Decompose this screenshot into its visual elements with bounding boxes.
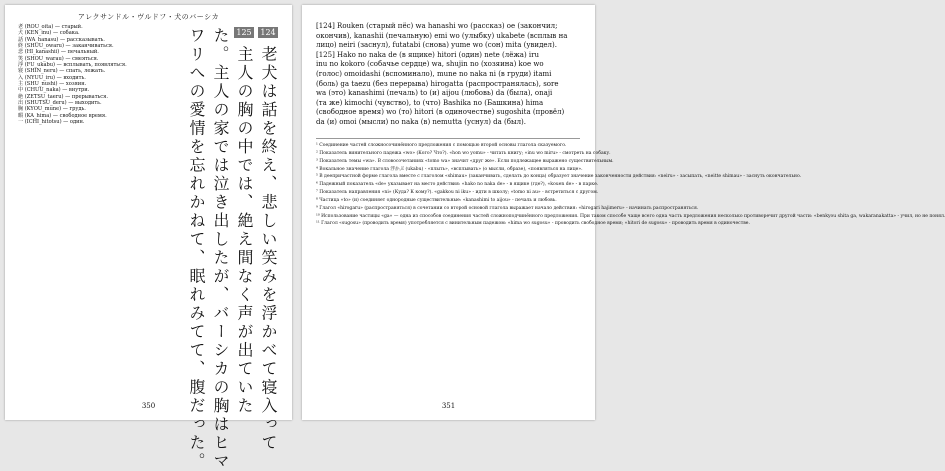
footnote: ¹ Соединение частей сложносочинённого предложения с помощью второй основы глагола сказуемого. [316,143,567,148]
vertical-line-text: 主人の胸の中では、絶え間なく声が出ていた [235,45,254,416]
transliteration-line: inu no kokoro (собачье сердце) wa, shujin no (хозяина) koe wo [316,60,544,69]
transliteration-line: da (и) omoi (мысли) no naka (в) nemutta (уснул) da (был). [316,117,526,126]
footnote: ⁷ Показатель направления «ni» (Куда? К кому?). «gakkou ni iku» - идти в школу; «tomo ni au» - встретиться с другом. [316,190,599,196]
vertical-line-text: た。主人の家では泣き出したが、バーシカの胸はヒマ [211,27,230,471]
glossary-entry: 一 (ICHI_hitotsu) — один. [18,119,85,126]
transliteration-line: (голос) omoidashi (вспоминало), mune no naka ni (в груди) itami [316,69,552,78]
glossary-entry: 悲 (HI_kanashii) — печальный. [18,49,99,56]
kanji-glossary [18,24,138,126]
glossary-entry: 寝 (SHIN_neru) — спать, лежать. [18,68,106,75]
vertical-text-line [258,27,278,453]
vertical-line-text: 老犬は話を終え、悲しい笑みを浮かべて寝入って [259,45,278,453]
transliteration-line: окончив), kanashii (печальную) emi wo (улыбку) ukabete (всплыв на [316,31,568,40]
transliteration-line: [124] Rouken (старый пёс) wa hanashi wo (рассказ) oe (закончил; [316,22,558,30]
transliteration-text [316,22,580,128]
glossary-entry: 暇 (KA_hima) — свободное время. [18,112,107,119]
footnote: ⁸ Частица «to» (и) соединяет однородные существительные: «kanashimi to aijou» - печаль и любовь. [316,197,557,203]
glossary-entry: 絶 (ZETSU_taeru) — прерываться. [18,93,108,100]
glossary-entry: 終 (SHUU_owaru) — заканчиваться. [18,43,114,50]
page-number: 350 [141,402,156,410]
footnote: ⁵ В деепричастной форме глагола вместе с глаголом «shimau» (заканчивать, сделать до конца) образует значение законченности действия: «neiru» - засыпать, «neitte shimau» - заснуть окончательно. [316,174,802,180]
footnote: ¹¹ Глагол «sugosu» (проводить время) употребляется с винительным падежом: «hima wo sugosu» - проводить свободное время; «hitori de sugosu» - проводить время в одиночестве. [316,221,750,227]
footnote: ⁴ Вокальное значение глагола 浮かぶ (ukabu) - «плыть», «всплывать» (о мысли, образе), «появляться на лице». [316,166,583,172]
footnote-divider [316,138,580,139]
glossary-entry: 犬 (KEN_inu) — собака. [18,30,80,37]
glossary-entry: 入 (NYUU_iru) — входить. [18,74,86,81]
footnote: ⁹ Глагол «hirogaru» (распространяться) в сочетании со второй основой глагола выражает начало действия: «hirogari hajimeru» - начинать распространяться. [316,205,699,211]
running-head: アレクサンドル・ヴルドフ・犬のバーシカ [77,13,220,21]
transliteration-line: лицо) neiri (заснул), futatabi (снова) yume wo (сон) mita (увидел). [316,41,557,50]
vertical-text-line [234,27,254,416]
right-page [302,5,945,420]
vertical-line-text: ワリへの愛情を忘れかねて、眠れみてて、腹だった。 [187,27,206,471]
left-page [5,5,292,471]
footnote: ³ Показатель темы «wa». В словосочетаниях «tomo wa» значит «друг же». Если подлежащее выражено существительным. [316,158,614,164]
transliteration-line: wa (это) kanashimi (печаль) to (и) aijou (любовь) da (была), onaji [316,89,553,98]
footnote: ² Показатель винительного падежа «wo» (Кого? Что?). «hon wo yomu» - читать книгу; «inu wo miru» - смотреть на собаку. [316,150,611,156]
glossary-entry: 笑 (SHOU_warau) — смеяться. [18,55,99,62]
glossary-entry: 老 (ROU_oita) — старый. [18,24,83,30]
page-number: 351 [441,402,456,410]
transliteration-line: (та же) kimochi (чувство), to (что) Bashika no (Башкина) hima [316,98,544,107]
paragraph-marker: 124 [260,28,276,37]
glossary-entry: 出 (SHUTSU_deru) — выходить. [18,100,102,107]
glossary-entry: 主 (SHU_nushi) — хозяин. [18,81,87,88]
footnote: ⁶ Падежный показатель «de» указывает на место действия: «hako no naka de» - в ящике (где?), «kouen de» - в парке. [316,182,599,188]
glossary-entry: 胸 (KYOU_mune) — грудь. [18,106,86,113]
vertical-text-line [210,27,230,471]
footnotes [316,143,945,229]
paragraph-marker: 125 [236,28,252,37]
glossary-entry: 話 (WA_hanasu) — рассказывать. [18,36,105,43]
glossary-entry: 浮 (FU_ukabu) — всплывать, появляться. [18,62,127,69]
transliteration-line: (боль) ga taezu (без перерыва) hirogatta (распространялась), sore [316,79,559,88]
transliteration-line: [125] Hako no naka de (в ящике) hitori (один) nete (лёжа) iru [316,50,540,59]
footnote: ¹⁰ Использование частицы «ga» — одна из способов соединения частей сложноподчинённого предложения. При таком способе чаще всего одна часть предложения несколько противоречит другой части: «benkyou shita ga, wakaranakatta» - учил, но не понял. [316,213,945,219]
glossary-entry: 中 (CHUU_naka) — внутри. [18,87,90,94]
transliteration-line: (свободное время) wo (то) hitori (в одиночестве) sugoshita (провёл) [316,108,565,117]
vertical-text-line [186,27,206,471]
